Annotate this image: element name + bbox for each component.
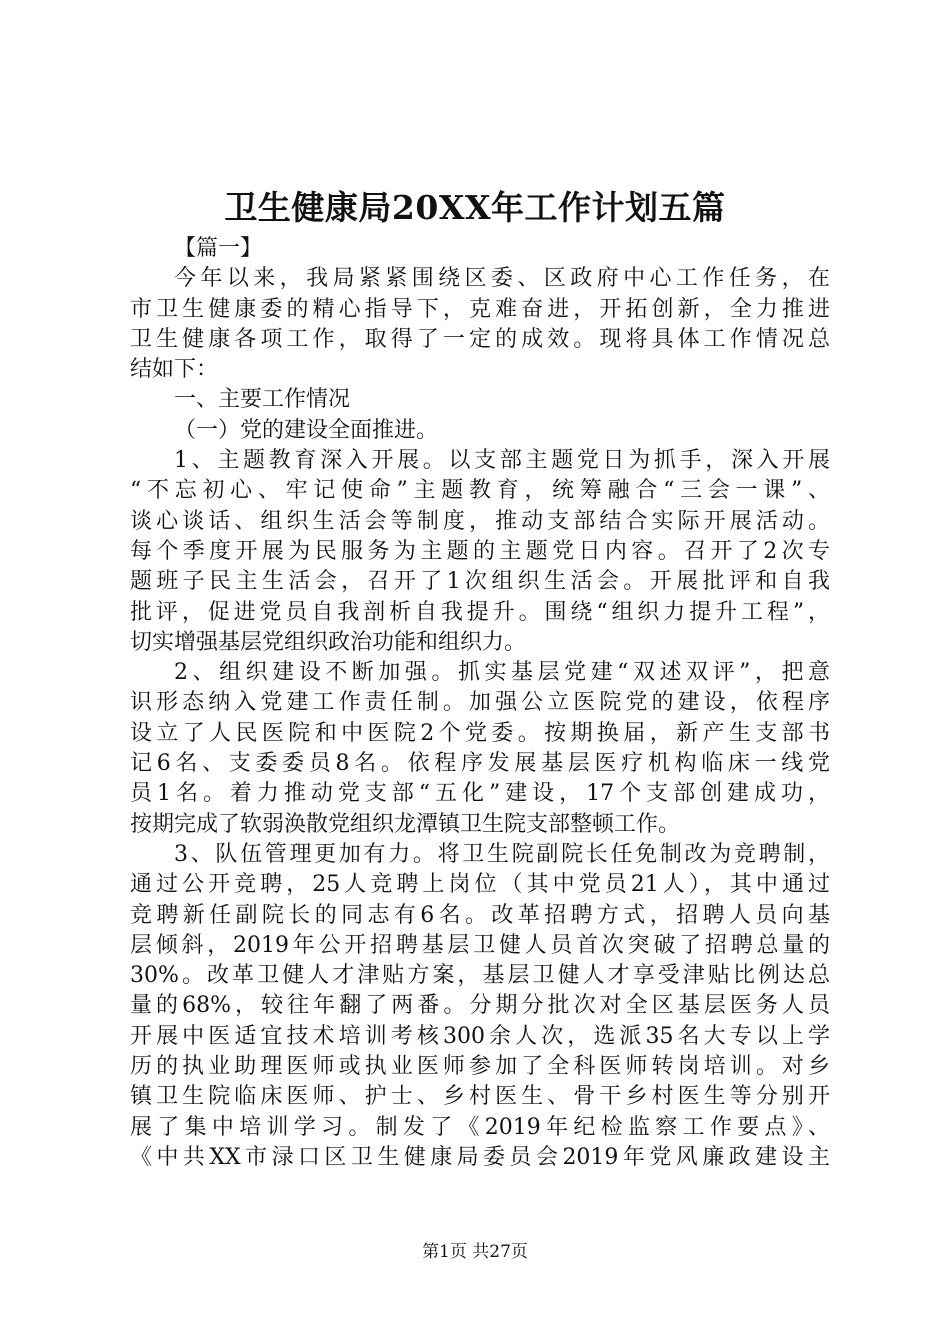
paragraph-line: 按期完成了软弱涣散党组织龙潭镇卫生院支部整顿工作。 (130, 811, 681, 837)
subheading-line: （一）党的建设全面推进。 (174, 417, 439, 443)
heading-line: 一、主要工作情况 (174, 387, 351, 413)
paragraph-line: 今年以来，我局紧紧围绕区委、区政府中心工作任务，在 (174, 266, 830, 292)
paragraph-line: 设立了人民医院和中医院2个党委。按期换届，新产生支部书 (130, 720, 830, 746)
paragraph-line: 1、主题教育深入开展。以支部主题党日为抓手，深入开展 (174, 448, 830, 474)
paragraph-line: 市卫生健康委的精心指导下，克难奋进，开拓创新，全力推进 (130, 296, 830, 322)
paragraph-line: 题班子民主生活会，召开了1次组织生活会。开展批评和自我 (130, 569, 830, 595)
paragraph-line: “不忘初心、牢记使命”主题教育，统筹融合“三会一课”、 (130, 478, 830, 504)
paragraph-line: 2、组织建设不断加强。抓实基层党建“双述双评”，把意 (174, 660, 830, 686)
paragraph-line: 量的68%，较往年翻了两番。分期分批次对全区基层医务人员 (130, 993, 830, 1019)
paragraph-line: 批评，促进党员自我剖析自我提升。围绕“组织力提升工程”， (130, 599, 830, 625)
paragraph-line: 通过公开竞聘，25人竞聘上岗位（其中党员21人），其中通过 (130, 872, 830, 898)
paragraph-line: 展了集中培训学习。制发了《2019年纪检监察工作要点》、 (130, 1114, 830, 1140)
document-body (130, 234, 830, 1173)
paragraph-line: 竞聘新任副院长的同志有6名。改革招聘方式，招聘人员向基 (130, 902, 830, 928)
paragraph-line: 结如下： (130, 357, 219, 383)
paragraph-line: 层倾斜，2019年公开招聘基层卫健人员首次突破了招聘总量的 (130, 932, 830, 958)
document-title: 卫生健康局20XX年工作计划五篇 (224, 188, 726, 227)
paragraph-line: 记6名、支委委员8名。依程序发展基层医疗机构临床一线党 (130, 751, 830, 777)
paragraph-line: 开展中医适宜技术培训考核300余人次，选派35名大专以上学 (130, 1023, 830, 1049)
paragraph-line: 谈心谈话、组织生活会等制度，推动支部结合实际开展活动。 (130, 508, 830, 534)
paragraph-line: 3、队伍管理更加有力。将卫生院副院长任免制改为竞聘制， (174, 841, 830, 867)
paragraph-line: 卫生健康各项工作，取得了一定的成效。现将具体工作情况总 (130, 326, 830, 352)
paragraph-line: 识形态纳入党建工作责任制。加强公立医院党的建设，依程序 (130, 690, 830, 716)
paragraph-line: 历的执业助理医师或执业医师参加了全科医师转岗培训。对乡 (130, 1054, 830, 1080)
page-number: 第1页 共27页 (422, 1242, 528, 1262)
paragraph-line: 每个季度开展为民服务为主题的主题党日内容。召开了2次专 (130, 538, 830, 564)
paragraph-line: 切实增强基层党组织政治功能和组织力。 (130, 629, 527, 655)
paragraph-line: 员1名。着力推动党支部“五化”建设，17个支部创建成功， (130, 781, 830, 807)
section-heading: 【篇一】 (174, 236, 263, 261)
paragraph-line: 《中共XX市渌口区卫生健康局委员会2019年党风廉政建设主 (130, 1144, 830, 1170)
paragraph-line: 镇卫生院临床医师、护士、乡村医生、骨干乡村医生等分别开 (130, 1084, 830, 1110)
paragraph-line: 30%。改革卫健人才津贴方案，基层卫健人才享受津贴比例达总 (130, 963, 830, 989)
